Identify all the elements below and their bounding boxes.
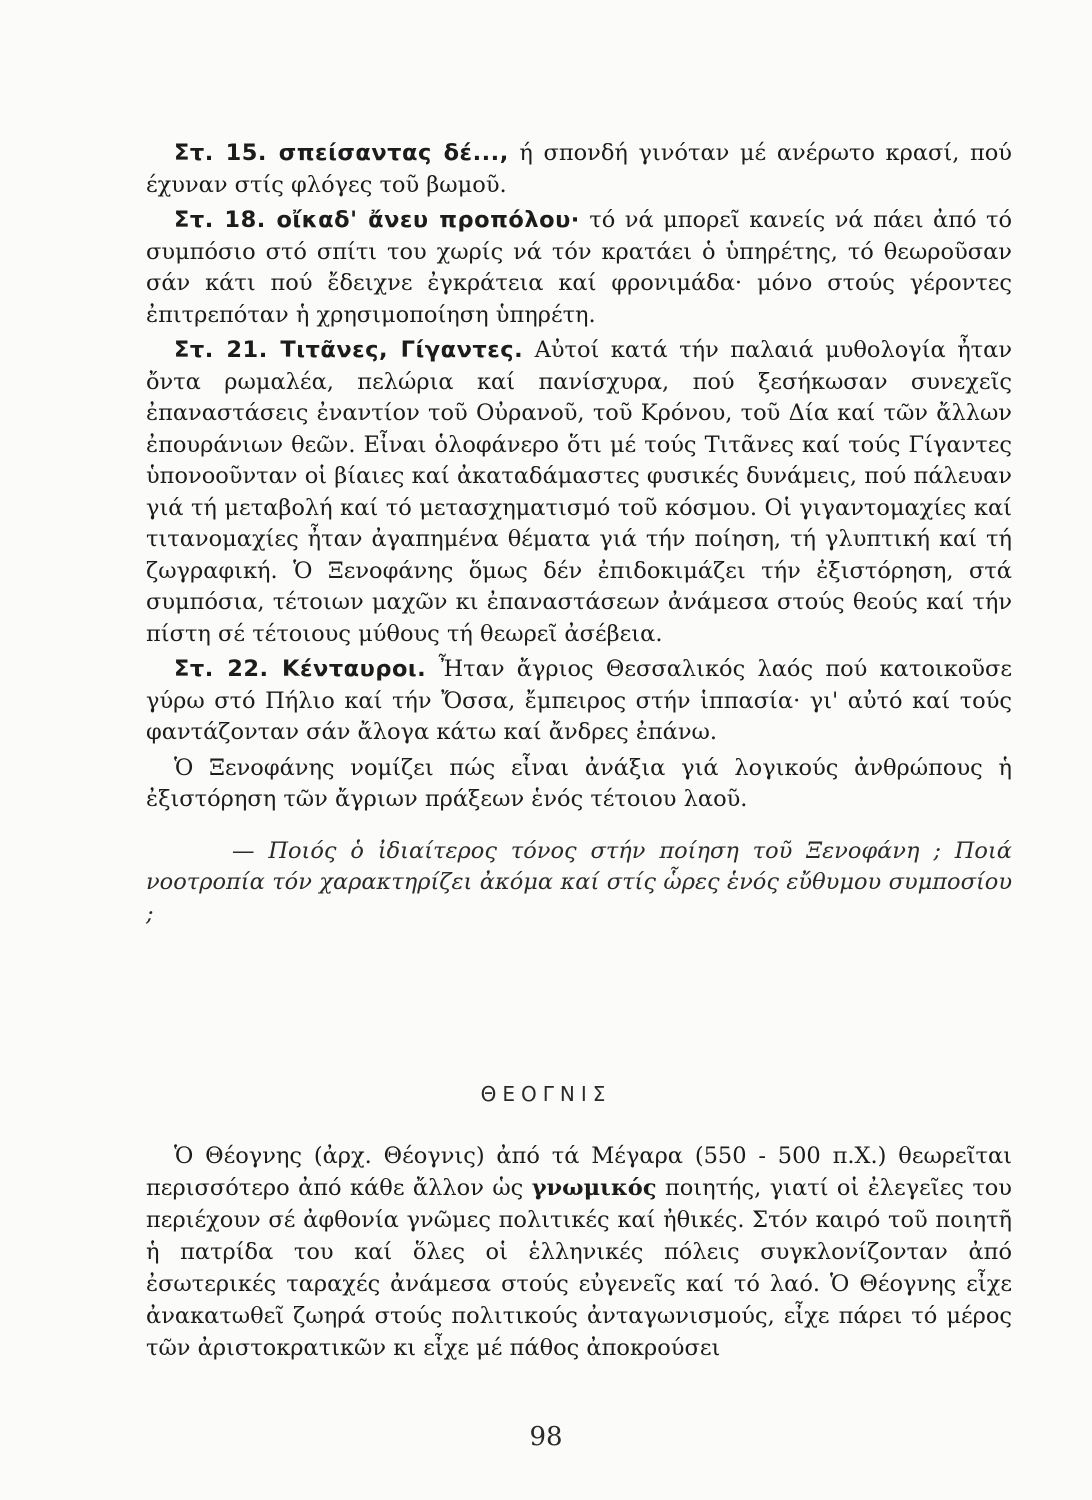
note-heading: Στ. 21. Τιτᾶνες, Γίγαντες. <box>174 337 524 363</box>
note-text: Ἦταν ἄγριος Θεσσαλικός λαός πού κατοικοῦσε γύρω στό Πήλιο καί τήν Ὄσσα, ἔμπειρος στήν ἱππασία· γι' αὐτό καί τούς φαντάζονταν σάν ἄλογα κάτω καί ἄνδρες ἐπάνω. <box>146 656 1012 745</box>
xenophanes-paragraph: Ὁ Ξενοφάνης νομίζει πώς εἶναι ἀνάξια γιά λογικούς ἀνθρώπους ἡ ἐξιστόρηση τῶν ἄγριων πράξεων ἑνός τέτοιου λαοῦ. <box>146 754 1012 812</box>
commentary-notes <box>146 138 1012 930</box>
study-question: — Ποιός ὁ ἰδιαίτερος τόνος στήν ποίηση τοῦ Ξενοφάνη ; Ποιά νοοτροπία τόν χαρακτηρίζει ἀκόμα καί στίς ὧρες ἑνός εὔθυμου συμποσίου ; <box>146 837 1012 927</box>
note-heading: Στ. 15. σπείσαντας δέ..., <box>174 140 509 166</box>
bio-text: ποιητής, γιατί οἱ ἐλεγεῖες του περιέχουν σέ ἀφθονία γνῶμες πολιτικές καί ἠθικές. Στόν καιρό τοῦ ποιητῆ ἡ πατρίδα του καί ὅλες οἱ ἑλληνικές πόλεις συγκλονίζονταν ἀπό ἐσωτερικές ταραχές ἀνάμεσα στούς εὐγενεῖς καί τό λαό. Ὁ Θέογνης εἶχε ἀνακατωθεῖ ζωηρά στούς πολιτικούς ἀνταγωνισμούς, εἶχε πάρει τό μέρος τῶν ἀριστοκρατικῶν κι εἶχε μέ πάθος ἀποκρούσει <box>146 1175 1012 1361</box>
note-line-21 <box>146 335 1012 650</box>
note-text: ή σπονδή γινόταν μέ ανέρωτο κρασί, πού έχυναν στίς φλόγες τοῦ βωμοῦ. <box>146 140 1012 198</box>
note-heading: Στ. 18. οἴκαδ' ἄνευ προπόλου· <box>174 207 580 233</box>
page-number: 98 <box>529 1422 563 1452</box>
section-heading: ΘΕΟΓΝΙΣ <box>480 1082 612 1106</box>
note-text: τό νά μπορεῖ κανείς νά πάει ἀπό τό συμπόσιο στό σπίτι του χωρίς νά τόν κρατάει ὁ ὑπηρέτης, τό θεωροῦσαν σάν κάτι πού ἔδειχνε ἐγκράτεια καί φρονιμάδα· μόνο στούς γέροντες ἐπιτρεπόταν ἡ χρησιμοποίηση ὑπηρέτη. <box>146 207 1012 328</box>
bio-text: Ὁ Θέογνης (ἀρχ. Θέογνις) ἀπό τά Μέγαρα (550 - 500 π.Χ.) θεωρεῖται περισσότερο ἀπό κάθε ἄλλον ὡς <box>146 1143 1012 1201</box>
note-line-18 <box>146 205 1012 331</box>
note-heading: Στ. 22. Κένταυροι. <box>174 656 427 682</box>
bio-emphasis: γνωμικός <box>531 1175 657 1201</box>
note-line-22 <box>146 654 1012 749</box>
theognis-biography <box>146 1140 1012 1364</box>
note-line-15 <box>146 138 1012 201</box>
note-text: Αὐτοί κατά τήν παλαιά μυθολογία ἦταν ὄντα ρωμαλέα, πελώρια καί πανίσχυρα, πού ξεσήκωσαν συνεχεῖς ἐπαναστάσεις ἐναντίον τοῦ Οὐρανοῦ, τοῦ Κρόνου, τοῦ Δία καί τῶν ἄλλων ἐπουράνιων θεῶν. Εἶναι ὁλοφάνερο ὅτι μέ τούς Τιτᾶνες καί τούς Γίγαντες ὑπονοοῦνταν οἱ βίαιες καί ἀκαταδάμαστες φυσικές δυνάμεις, πού πάλευαν γιά τή μεταβολή καί τό μετασχηματισμό τοῦ κόσμου. Οἱ γιγαντομαχίες καί τιτανομαχίες ἦταν ἀγαπημένα θέματα γιά τήν ποίηση, τή γλυπτική καί τή ζωγραφική. Ὁ Ξενοφάνης ὅμως δέν ἐπιδοκιμάζει τήν ἐξιστόρηση, στά συμπόσια, τέτοιων μαχῶν κι ἐπαναστάσεων ἀνάμεσα στούς θεούς καί τήν πίστη σέ τέτοιους μύθους τή θεωρεῖ ἀσέβεια. <box>146 337 1012 647</box>
